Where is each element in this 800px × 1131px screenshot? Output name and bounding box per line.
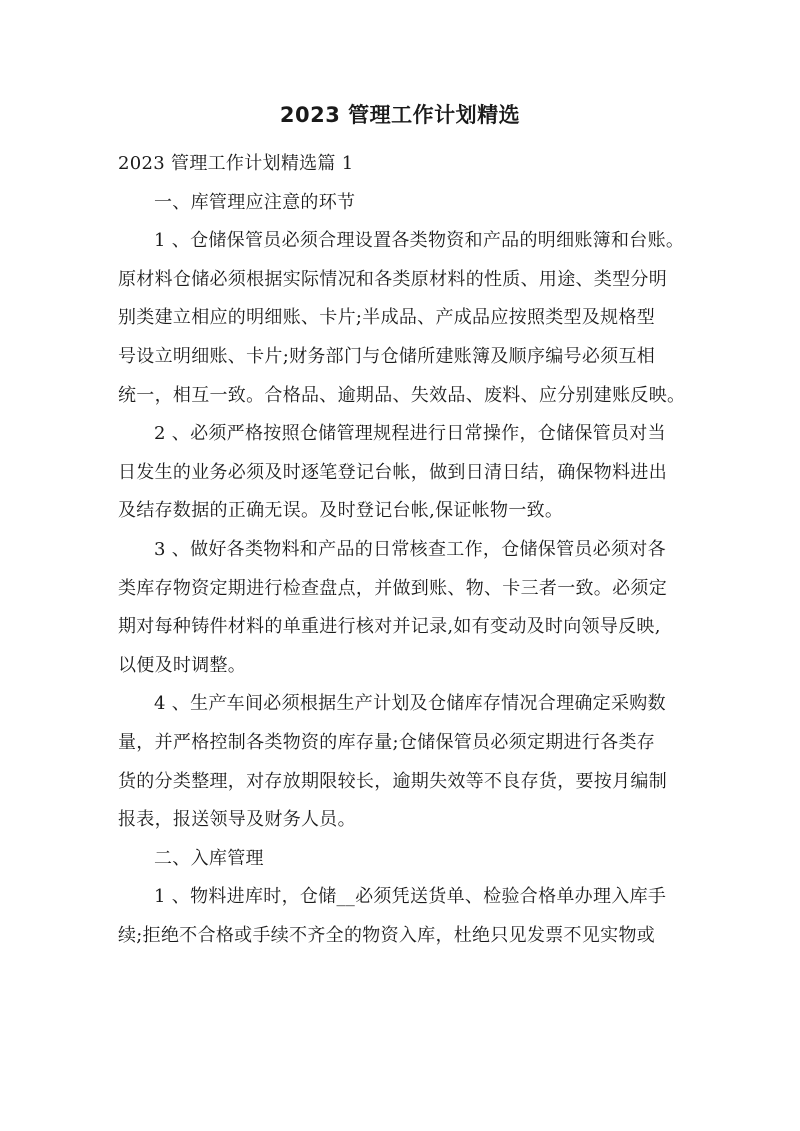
document-subtitle: 2023 管理工作计划精选篇 1 [118,153,354,174]
paragraph-3-line-4: 以便及时调整。 [118,654,247,676]
paragraph-4-line-4: 报表，报送领导及财务人员。 [118,809,356,831]
paragraph-3-line-2: 类库存物资定期进行检查盘点，并做到账、物、卡三者一致。必须定 [118,577,667,599]
paragraph-1-line-3: 别类建立相应的明细账、卡片;半成品、产成品应按照类型及规格型 [118,307,656,329]
paragraph-4-line-3: 货的分类整理，对存放期限较长，逾期失效等不良存货，要按月编制 [118,770,667,792]
section-heading-1: 一、库管理应注意的环节 [154,191,356,213]
document-title: 2023 管理工作计划精选 [279,103,521,127]
paragraph-1-line-2: 原材料仓储必须根据实际情况和各类原材料的性质、用途、类型分明 [118,268,667,290]
paragraph-3-line-1: 3 、做好各类物料和产品的日常核查工作，仓储保管员必须对各 [154,538,666,560]
paragraph-4-line-1: 4 、生产车间必须根据生产计划及仓储库存情况合理确定采购数 [154,693,666,715]
document-body [118,145,688,955]
paragraph-1-line-1: 1 、仓储保管员必须合理设置各类物资和产品的明细账簿和台账。 [154,230,685,252]
paragraph-1-line-4: 号设立明细账、卡片;财务部门与仓储所建账簿及顺序编号必须互相 [118,345,656,367]
section-heading-2: 二、入库管理 [154,847,264,869]
paragraph-2-line-2: 日发生的业务必须及时逐笔登记台帐，做到日清日结，确保物料进出 [118,461,667,483]
paragraph-2-line-1: 2 、必须严格按照仓储管理规程进行日常操作，仓储保管员对当 [154,423,666,445]
paragraph-5-line-2: 续;拒绝不合格或手续不齐全的物资入库，杜绝只见发票不见实物或 [118,924,656,946]
paragraph-1-line-5: 统一，相互一致。合格品、逾期品、失效品、废料、应分别建账反映。 [118,384,686,406]
paragraph-2-line-3: 及结存数据的正确无误。及时登记台帐,保证帐物一致。 [118,500,564,522]
paragraph-3-line-3: 期对每种铸件材料的单重进行核对并记录,如有变动及时向领导反映, [118,616,661,638]
paragraph-4-line-2: 量，并严格控制各类物资的库存量;仓储保管员必须定期进行各类存 [118,731,656,753]
paragraph-5-line-1: 1 、物料进库时，仓储__必须凭送货单、检验合格单办理入库手 [154,886,667,908]
